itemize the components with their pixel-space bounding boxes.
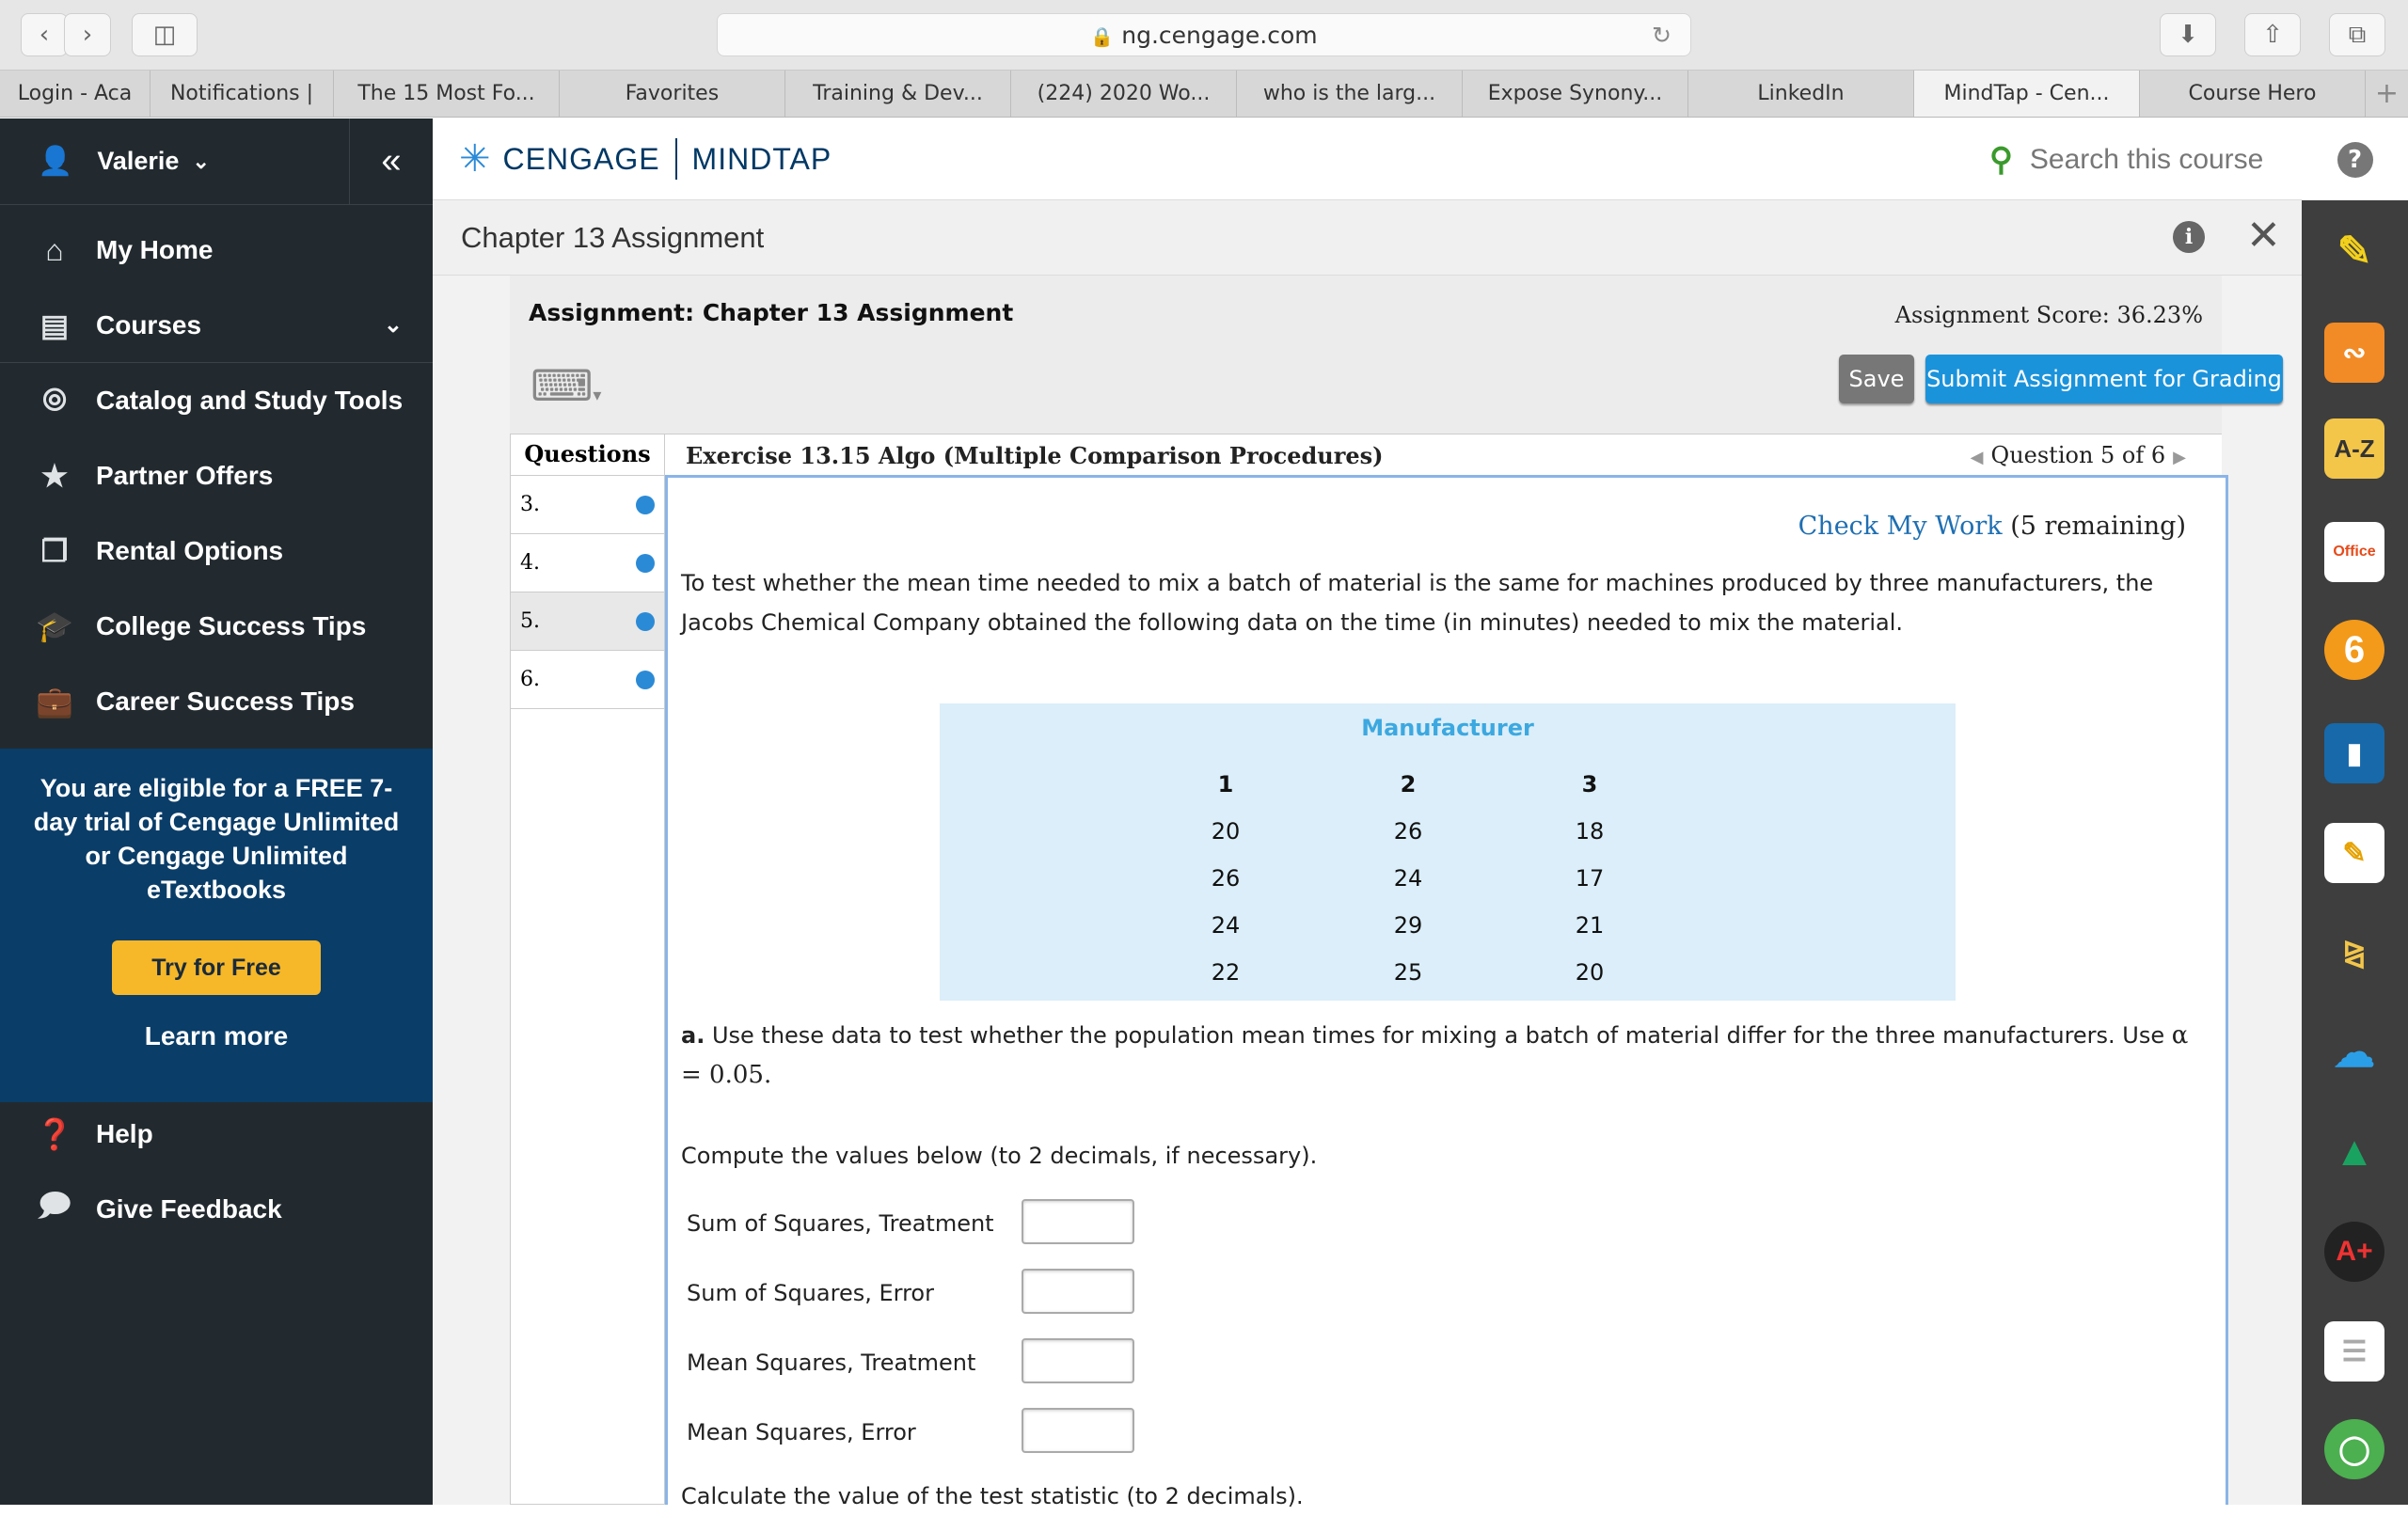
field-row xyxy=(687,1338,1345,1385)
status-dot-icon xyxy=(636,554,655,573)
star-icon: ★ xyxy=(40,459,69,493)
back-icon[interactable]: ‹ xyxy=(21,13,68,56)
sidebar-item-label: Help xyxy=(96,1119,153,1148)
alpha-value: α = 0.05. xyxy=(681,1021,2189,1089)
status-dot-icon xyxy=(636,496,655,514)
ss-error-input[interactable] xyxy=(1022,1269,1134,1314)
question-number: 3. xyxy=(520,493,540,516)
next-question-icon[interactable]: ▶ xyxy=(2173,448,2186,467)
status-dot-icon xyxy=(636,671,655,689)
compass-icon: ⦾ xyxy=(42,383,67,417)
part-a-text xyxy=(681,1016,2195,1095)
learn-more-link[interactable]: Learn more xyxy=(144,1021,289,1050)
question-navigator xyxy=(1963,442,2194,468)
ms-error-input[interactable] xyxy=(1022,1408,1134,1453)
question-position: Question 5 of 6 xyxy=(1990,442,2166,468)
questions-panel xyxy=(510,434,665,1505)
ss-treatment-input[interactable] xyxy=(1022,1199,1134,1244)
table-column-header: 1 xyxy=(1217,771,1234,797)
notepad-icon[interactable]: ✎ xyxy=(2324,823,2384,883)
cengage-logo-icon: ✳ xyxy=(459,138,492,180)
office-icon[interactable]: Office xyxy=(2324,522,2384,582)
tab[interactable]: Notifications | xyxy=(150,71,334,117)
home-icon: ⌂ xyxy=(45,232,64,267)
reload-icon[interactable]: ↻ xyxy=(1652,22,1671,49)
title-bar xyxy=(433,200,2302,276)
compute-instruction: Compute the values below (to 2 decimals, if necessary). xyxy=(681,1143,1318,1169)
sidebar-item-label: College Success Tips xyxy=(96,611,367,640)
share-icon[interactable]: ⇧ xyxy=(2244,13,2301,56)
exercise-header xyxy=(665,434,2222,475)
feedback-icon: 🗩 xyxy=(38,1188,71,1222)
help-icon: ❓ xyxy=(36,1117,73,1151)
help-button[interactable] xyxy=(2302,118,2408,200)
six-icon[interactable]: 6 xyxy=(2324,620,2384,680)
tab[interactable]: Course Hero xyxy=(2140,71,2366,117)
book-icon: ▤ xyxy=(40,308,70,342)
course-search[interactable] xyxy=(1989,141,2263,179)
sidebar-item-college-success[interactable] xyxy=(0,589,433,664)
sidebar-item-label: Rental Options xyxy=(96,536,284,565)
briefcase-icon: 💼 xyxy=(36,685,73,719)
url-text: ng.cengage.com xyxy=(1121,22,1318,49)
user-icon: 👤 xyxy=(38,146,73,177)
info-icon[interactable]: i xyxy=(2173,221,2205,253)
cengage-mindtap-logo[interactable] xyxy=(459,137,832,181)
user-name: Valerie xyxy=(97,147,180,175)
app-dock xyxy=(2302,200,2408,1505)
page-title: Chapter 13 Assignment xyxy=(461,221,765,254)
user-menu[interactable] xyxy=(0,118,350,205)
field-row xyxy=(687,1408,1345,1455)
tab[interactable]: Training & Dev... xyxy=(785,71,1011,117)
forward-icon[interactable]: › xyxy=(64,13,111,56)
question-item[interactable] xyxy=(511,476,664,534)
check-my-work xyxy=(1798,512,2186,541)
tab[interactable]: The 15 Most Fo... xyxy=(334,71,560,117)
keyboard-icon[interactable]: ⌨▾ xyxy=(531,360,602,411)
notes-icon[interactable]: ☰ xyxy=(2324,1321,2384,1382)
question-item-current[interactable] xyxy=(511,592,664,651)
sidebar-item-career-success[interactable] xyxy=(0,664,433,739)
assignment-header xyxy=(510,276,2282,434)
question-number: 4. xyxy=(520,551,540,575)
pencil-icon[interactable]: ✎ xyxy=(2337,228,2372,275)
question-mark-icon: ? xyxy=(2337,142,2373,178)
drive-icon[interactable]: ▲ xyxy=(2334,1129,2375,1175)
download-icon[interactable]: ⬇ xyxy=(2160,13,2216,56)
sidebar-item-label: Catalog and Study Tools xyxy=(96,386,404,415)
table-cell: 20 xyxy=(1575,959,1605,986)
table-cell: 20 xyxy=(1211,818,1241,845)
table-cell: 29 xyxy=(1393,912,1423,939)
field-label: Mean Squares, Error xyxy=(687,1419,916,1445)
table-cell: 21 xyxy=(1575,912,1605,939)
sidebar-item-catalog[interactable] xyxy=(0,363,433,438)
question-item[interactable] xyxy=(511,534,664,592)
assignment-heading: Assignment: Chapter 13 Assignment xyxy=(529,299,1014,326)
trial-promo xyxy=(0,749,433,1102)
a-z-icon[interactable]: A-Z xyxy=(2324,418,2384,479)
field-label: Sum of Squares, Error xyxy=(687,1280,934,1306)
lock-icon: 🔒 xyxy=(1090,25,1115,48)
ms-treatment-input[interactable] xyxy=(1022,1338,1134,1383)
part-label: a. xyxy=(681,1022,705,1049)
sidebar xyxy=(0,118,433,1505)
table-cell: 24 xyxy=(1211,912,1241,939)
browser-toolbar xyxy=(0,0,2408,71)
collapse-sidebar-icon[interactable]: « xyxy=(381,141,402,181)
tab[interactable]: (224) 2020 Wo... xyxy=(1011,71,1237,117)
chevron-down-icon: ⌄ xyxy=(192,149,210,173)
part-a-question: Use these data to test whether the population mean times for mixing a batch of material differ for the three manufacturers. Use xyxy=(711,1022,2165,1049)
save-button[interactable]: Save xyxy=(1839,355,1914,403)
questions-header: Questions xyxy=(511,434,664,476)
circle-app-icon[interactable]: ◯ xyxy=(2324,1419,2384,1479)
question-number: 6. xyxy=(520,668,540,691)
sidebar-toggle-icon[interactable]: ◫ xyxy=(132,13,198,56)
status-dot-icon xyxy=(636,612,655,631)
address-bar[interactable] xyxy=(717,13,1691,56)
aplus-icon[interactable]: A+ xyxy=(2324,1222,2384,1282)
app-header xyxy=(433,118,2302,200)
sidebar-item-rental-options[interactable] xyxy=(0,513,433,589)
question-number: 5. xyxy=(520,609,540,633)
sidebar-item-label: Give Feedback xyxy=(96,1194,282,1224)
table-cell: 22 xyxy=(1211,959,1241,986)
field-label: Sum of Squares, Treatment xyxy=(687,1210,994,1237)
rss-icon[interactable]: ∾ xyxy=(2324,323,2384,383)
check-remaining: (5 remaining) xyxy=(2010,512,2186,541)
logo-mindtap: MINDTAP xyxy=(691,141,832,176)
assignment-score: Assignment Score: 36.23% xyxy=(1894,302,2203,328)
close-icon[interactable]: ✕ xyxy=(2246,212,2281,260)
try-for-free-button[interactable]: Try for Free xyxy=(112,940,321,995)
tab[interactable]: LinkedIn xyxy=(1688,71,1914,117)
open-book-icon: ❐ xyxy=(40,534,69,568)
table-cell: 17 xyxy=(1575,865,1605,892)
prev-question-icon[interactable]: ◀ xyxy=(1970,448,1984,467)
sidebar-item-feedback[interactable] xyxy=(0,1172,433,1247)
table-cell: 24 xyxy=(1393,865,1423,892)
tab[interactable]: who is the larg... xyxy=(1237,71,1463,117)
sidebar-item-label: Partner Offers xyxy=(96,461,274,490)
cloud-icon[interactable]: ☁ xyxy=(2334,1029,2375,1076)
sidebar-item-help[interactable] xyxy=(0,1097,433,1172)
field-row xyxy=(687,1269,1345,1316)
table-cell: 26 xyxy=(1393,818,1423,845)
question-item[interactable] xyxy=(511,651,664,709)
search-icon: ⚲ xyxy=(1989,142,2013,178)
assignment-content xyxy=(433,276,2302,1509)
sidebar-item-my-home[interactable] xyxy=(0,213,433,288)
chevron-down-icon: ⌄ xyxy=(383,312,403,338)
logo-cengage: CENGAGE xyxy=(502,141,660,176)
tab[interactable]: Login - Aca xyxy=(0,71,150,117)
book-icon[interactable]: ▮ xyxy=(2324,723,2384,783)
tab[interactable]: Expose Synony... xyxy=(1463,71,1688,117)
table-cell: 26 xyxy=(1211,865,1241,892)
new-tab-icon[interactable]: + xyxy=(2374,77,2400,110)
exercise-intro: To test whether the mean time needed to mix a batch of material is the same for machines produced by three manufacturers, the Jacobs Chemical Company obtained the following data on the time (in minutes) needed to mix the material. xyxy=(681,570,2154,636)
table-column-header: 2 xyxy=(1400,771,1417,797)
table-column-header: 3 xyxy=(1581,771,1598,797)
test-statistic-instruction: Calculate the value of the test statistic (to 2 decimals). xyxy=(681,1483,1304,1509)
sidebar-item-label: Career Success Tips xyxy=(96,687,355,716)
table-title: Manufacturer xyxy=(1361,715,1534,741)
table-cell: 25 xyxy=(1393,959,1423,986)
field-label: Mean Squares, Treatment xyxy=(687,1350,976,1376)
check-my-work-link[interactable]: Check My Work xyxy=(1798,512,2003,541)
sidebar-item-partner-offers[interactable] xyxy=(0,438,433,513)
tab[interactable]: Favorites xyxy=(560,71,785,117)
sidebar-item-label: Courses xyxy=(96,309,202,340)
speech-icon[interactable]: ⧎ xyxy=(2342,937,2367,969)
sidebar-item-label: My Home xyxy=(96,235,214,264)
graduation-cap-icon: 🎓 xyxy=(36,609,73,643)
submit-button[interactable]: Submit Assignment for Grading xyxy=(1925,355,2283,403)
tab-bar xyxy=(0,71,2408,118)
table-cell: 18 xyxy=(1575,818,1605,845)
promo-text: You are eligible for a FREE 7-day trial of Cengage Unlimited or Cengage Unlimited eTextbooks xyxy=(33,774,400,904)
exercise-body xyxy=(665,475,2228,1509)
field-row xyxy=(687,1199,1345,1246)
tab-active[interactable]: MindTap - Cen... xyxy=(1914,71,2140,117)
exercise-title: Exercise 13.15 Algo (Multiple Comparison Procedures) xyxy=(686,442,1384,469)
data-table xyxy=(940,703,1956,1001)
search-placeholder: Search this course xyxy=(2029,144,2264,175)
tabs-overview-icon[interactable]: ⧉ xyxy=(2329,13,2385,56)
sidebar-item-courses[interactable] xyxy=(0,288,433,363)
